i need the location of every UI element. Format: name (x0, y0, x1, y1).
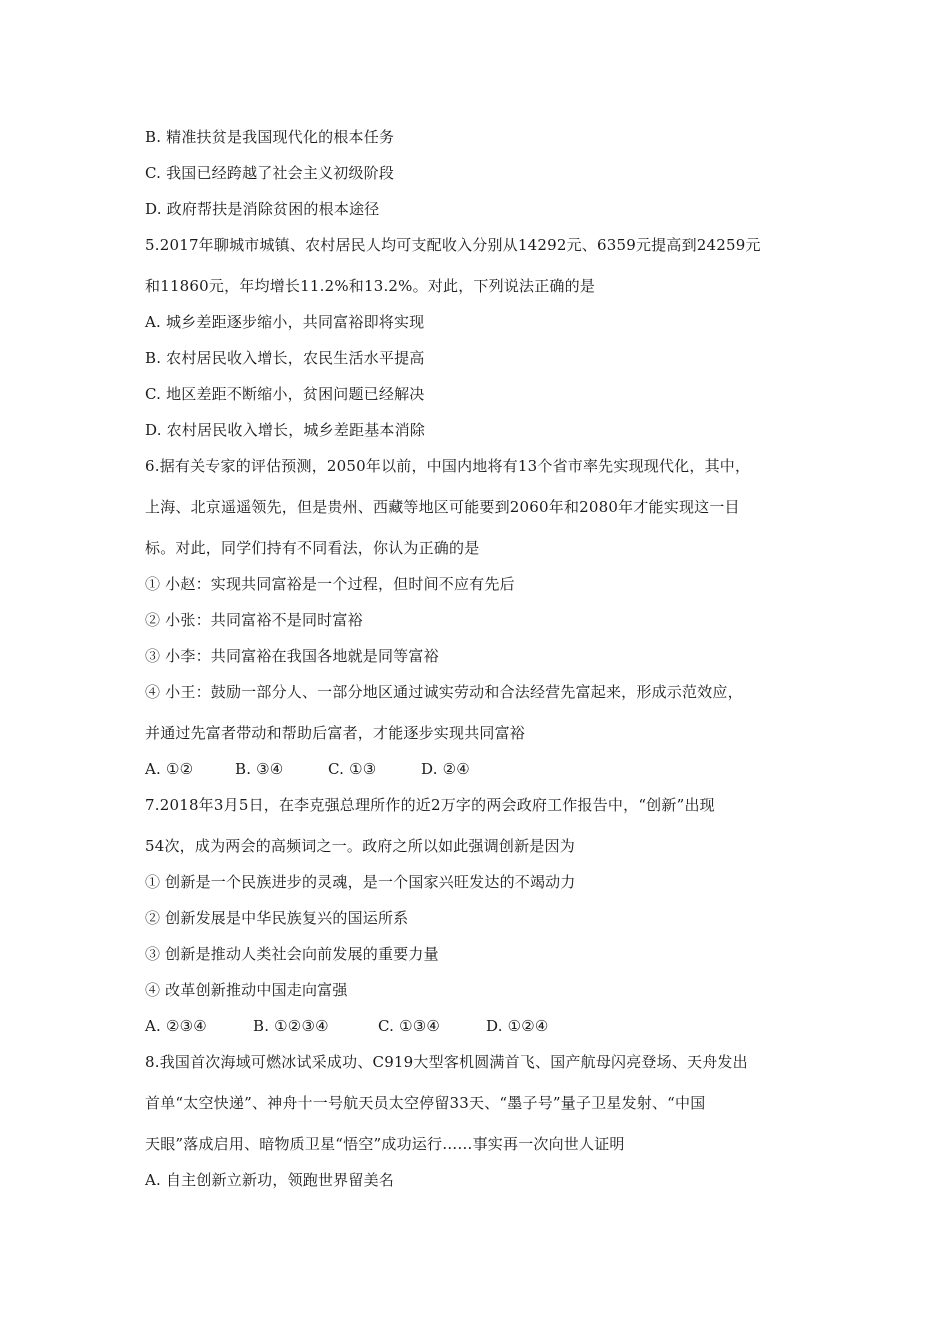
q7-option-b: B. ①②③④ (253, 1017, 329, 1035)
q7-statement-3: ③ 创新是推动人类社会向前发展的重要力量 (145, 945, 439, 963)
q5-option-a: A. 城乡差距逐步缩小，共同富裕即将实现 (145, 313, 425, 331)
q6-stem-line-2: 上海、北京遥遥领先，但是贵州、西藏等地区可能要到2060年和2080年才能实现这一目 (145, 498, 740, 516)
q6-stem-line-3: 标。对此，同学们持有不同看法，你认为正确的是 (145, 539, 480, 557)
q6-statement-4-cont: 并通过先富者带动和帮助后富者，才能逐步实现共同富裕 (145, 724, 526, 742)
q5-option-d: D. 农村居民收入增长，城乡差距基本消除 (145, 421, 426, 439)
q8-stem-line-2: 首单“太空快递”、神舟十一号航天员太空停留33天、“墨子号”量子卫星发射、“中国 (145, 1094, 706, 1112)
q7-option-c: C. ①③④ (378, 1017, 441, 1035)
q6-option-c: C. ①③ (328, 760, 377, 778)
q6-option-d: D. ②④ (421, 760, 470, 778)
q6-statement-1: ① 小赵：实现共同富裕是一个过程，但时间不应有先后 (145, 575, 515, 593)
q7-statement-1: ① 创新是一个民族进步的灵魂，是一个国家兴旺发达的不竭动力 (145, 873, 576, 891)
q4-option-b: B. 精准扶贫是我国现代化的根本任务 (145, 128, 395, 146)
q7-statement-2: ② 创新发展是中华民族复兴的国运所系 (145, 909, 409, 927)
q7-options (145, 1016, 549, 1036)
q7-option-a: A. ②③④ (145, 1017, 207, 1035)
q5-option-b: B. 农村居民收入增长，农民生活水平提高 (145, 349, 425, 367)
q6-statement-2: ② 小张：共同富裕不是同时富裕 (145, 611, 363, 629)
q4-option-d: D. 政府帮扶是消除贫困的根本途径 (145, 200, 380, 218)
q6-stem-line-1: 6.据有关专家的评估预测，2050年以前，中国内地将有13个省市率先实现现代化，其中， (145, 457, 751, 475)
q6-statement-3: ③ 小李：共同富裕在我国各地就是同等富裕 (145, 647, 439, 665)
q7-option-d: D. ①②④ (486, 1017, 549, 1035)
q6-option-a: A. ①② (145, 760, 194, 778)
q6-options (145, 759, 470, 779)
q5-stem-line-2: 和11860元，年均增长11.2%和13.2%。对此，下列说法正确的是 (145, 277, 596, 295)
q5-option-c: C. 地区差距不断缩小，贫困问题已经解决 (145, 385, 425, 403)
q8-stem-line-3: 天眼”落成启用、暗物质卫星“悟空”成功运行……事实再一次向世人证明 (145, 1135, 625, 1153)
q8-stem-line-1: 8.我国首次海域可燃冰试采成功、C919大型客机圆满首飞、国产航母闪亮登场、天舟发出 (145, 1053, 748, 1071)
q8-option-a: A. 自主创新立新功，领跑世界留美名 (145, 1171, 394, 1189)
q7-stem-line-2: 54次，成为两会的高频词之一。政府之所以如此强调创新是因为 (145, 837, 575, 855)
q5-stem-line-1: 5.2017年聊城市城镇、农村居民人均可支配收入分别从14292元、6359元提高到24259元 (145, 236, 761, 254)
q7-statement-4: ④ 改革创新推动中国走向富强 (145, 981, 348, 999)
q6-statement-4: ④ 小王：鼓励一部分人、一部分地区通过诚实劳动和合法经营先富起来，形成示范效应， (145, 683, 743, 701)
q7-stem-line-1: 7.2018年3月5日，在李克强总理所作的近2万字的两会政府工作报告中，“创新”出现 (145, 796, 715, 814)
q6-option-b: B. ③④ (235, 760, 284, 778)
q4-option-c: C. 我国已经跨越了社会主义初级阶段 (145, 164, 395, 182)
